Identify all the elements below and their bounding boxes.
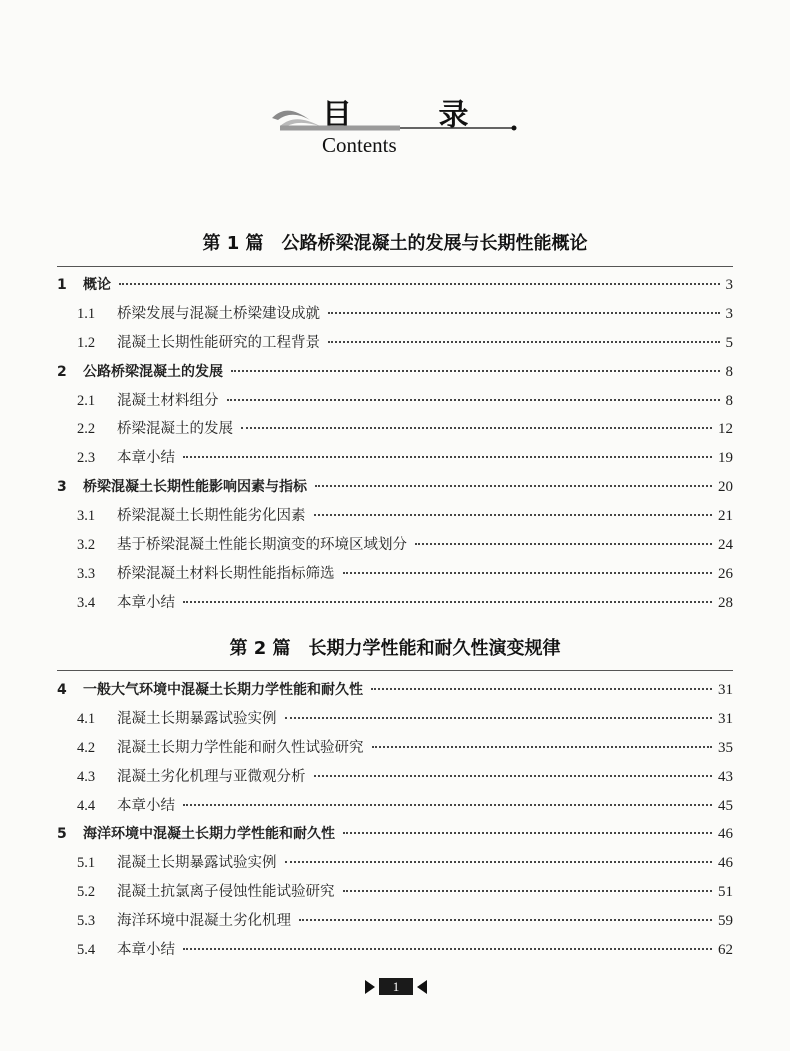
dot-leader xyxy=(372,745,713,748)
entry-page-number: 12 xyxy=(718,421,733,438)
entry-number: 3.1 xyxy=(77,508,96,525)
part-2-title: 第 2 篇 长期力学性能和耐久性演变规律 xyxy=(229,638,561,659)
part-1-title: 第 1 篇 公路桥梁混凝土的发展与长期性能概论 xyxy=(202,233,588,254)
toc-section-entry[interactable] xyxy=(57,444,733,473)
entry-number: 2.2 xyxy=(77,421,96,438)
dot-leader xyxy=(328,311,720,314)
entry-title: 海洋环境中混凝土劣化机理 xyxy=(117,913,291,930)
entry-page-number: 51 xyxy=(718,884,733,901)
dot-leader xyxy=(231,369,720,372)
entry-number: 5 xyxy=(57,826,67,843)
entry-title: 本章小结 xyxy=(117,450,175,467)
dot-leader xyxy=(328,340,720,343)
dot-leader xyxy=(371,687,712,690)
header xyxy=(0,0,790,170)
entry-number: 5.2 xyxy=(77,884,96,901)
page-footer xyxy=(0,976,790,1000)
toc-section-entry[interactable] xyxy=(57,387,733,416)
toc-section-entry[interactable] xyxy=(57,792,733,821)
entry-number: 2.3 xyxy=(77,450,96,467)
entry-number: 1 xyxy=(57,277,67,293)
dot-leader xyxy=(183,600,712,603)
toc-section-entry[interactable] xyxy=(57,329,733,358)
entry-page-number: 62 xyxy=(718,942,733,959)
dot-leader xyxy=(119,282,720,285)
entry-title: 本章小结 xyxy=(117,797,175,814)
entry-number: 2 xyxy=(57,363,67,380)
entry-page-number: 8 xyxy=(725,392,733,409)
entry-title: 混凝土长期暴露试验实例 xyxy=(117,710,277,727)
dot-leader xyxy=(299,918,712,921)
entry-page-number: 20 xyxy=(718,479,733,496)
entry-number: 3 xyxy=(57,479,67,496)
page-subtitle: Contents xyxy=(322,133,397,157)
dot-leader xyxy=(315,484,712,487)
toc-section-entry[interactable] xyxy=(57,531,733,560)
entry-number: 4.3 xyxy=(77,768,96,785)
dot-leader xyxy=(285,860,713,863)
entry-title: 桥梁混凝土长期性能劣化因素 xyxy=(117,508,306,525)
entry-page-number: 43 xyxy=(718,768,733,785)
entry-title: 混凝土长期性能研究的工程背景 xyxy=(117,334,320,351)
entry-number: 1.1 xyxy=(77,305,96,322)
toc-chapter-entry[interactable] xyxy=(57,676,733,705)
dot-leader xyxy=(227,398,720,401)
entry-title: 混凝土抗氯离子侵蚀性能试验研究 xyxy=(117,884,335,901)
entry-number: 4.4 xyxy=(77,797,96,814)
toc-chapter-entry[interactable] xyxy=(57,271,733,300)
toc-section-entry[interactable] xyxy=(57,907,733,936)
entry-page-number: 24 xyxy=(718,537,733,554)
toc-list xyxy=(57,676,733,965)
entry-page-number: 19 xyxy=(718,450,733,467)
entry-page-number: 26 xyxy=(718,565,733,582)
page-title: 目 录 xyxy=(322,98,507,133)
entry-page-number: 8 xyxy=(725,363,733,380)
toc-section-entry[interactable] xyxy=(57,878,733,907)
entry-page-number: 46 xyxy=(718,855,733,872)
toc-section-entry[interactable] xyxy=(57,849,733,878)
entry-number: 4.2 xyxy=(77,739,96,756)
divider xyxy=(57,266,733,267)
dot-leader xyxy=(343,831,712,834)
toc-section-entry[interactable] xyxy=(57,300,733,329)
dot-leader xyxy=(183,455,712,458)
toc-section-entry[interactable] xyxy=(57,560,733,589)
entry-page-number: 59 xyxy=(718,913,733,930)
toc-section-entry[interactable] xyxy=(57,705,733,734)
entry-number: 3.4 xyxy=(77,594,96,611)
entry-number: 2.1 xyxy=(77,392,96,409)
entry-title: 混凝土材料组分 xyxy=(117,392,219,409)
toc-chapter-entry[interactable] xyxy=(57,358,733,387)
entry-number: 5.4 xyxy=(77,942,96,959)
entry-page-number: 3 xyxy=(725,277,733,293)
entry-title: 桥梁混凝土的发展 xyxy=(117,421,233,438)
dot-leader xyxy=(183,947,712,950)
entry-page-number: 28 xyxy=(718,594,733,611)
entry-page-number: 46 xyxy=(718,826,733,843)
entry-number: 3.2 xyxy=(77,537,96,554)
entry-number: 4.1 xyxy=(77,710,96,727)
triangle-left-icon xyxy=(416,979,428,995)
dot-leader xyxy=(343,571,713,574)
entry-page-number: 35 xyxy=(718,739,733,756)
entry-title: 公路桥梁混凝土的发展 xyxy=(83,363,223,380)
entry-page-number: 3 xyxy=(725,305,733,322)
toc-section-entry[interactable] xyxy=(57,415,733,444)
entry-title: 本章小结 xyxy=(117,942,175,959)
toc-section-entry[interactable] xyxy=(57,502,733,531)
dot-leader xyxy=(314,513,713,516)
toc-section-entry[interactable] xyxy=(57,763,733,792)
toc-chapter-entry[interactable] xyxy=(57,473,733,502)
entry-title: 桥梁发展与混凝土桥梁建设成就 xyxy=(117,305,320,322)
entry-page-number: 5 xyxy=(725,334,733,351)
entry-title: 桥梁混凝土材料长期性能指标筛选 xyxy=(117,565,335,582)
dot-leader xyxy=(183,803,712,806)
entry-number: 5.3 xyxy=(77,913,96,930)
entry-title: 混凝土劣化机理与亚微观分析 xyxy=(117,768,306,785)
triangle-right-icon xyxy=(364,979,376,995)
entry-number: 4 xyxy=(57,682,67,698)
toc-section-entry[interactable] xyxy=(57,734,733,763)
entry-title: 一般大气环境中混凝土长期力学性能和耐久性 xyxy=(83,682,363,698)
entry-title: 本章小结 xyxy=(117,594,175,611)
entry-title: 概论 xyxy=(83,277,111,293)
entry-number: 1.2 xyxy=(77,334,96,351)
dot-leader xyxy=(314,774,713,777)
title-underline xyxy=(280,124,520,132)
dot-leader xyxy=(241,426,712,429)
toc-chapter-entry[interactable] xyxy=(57,820,733,849)
entry-title: 桥梁混凝土长期性能影响因素与指标 xyxy=(83,479,307,496)
entry-page-number: 21 xyxy=(718,508,733,525)
dot-leader xyxy=(285,716,713,719)
entry-title: 海洋环境中混凝土长期力学性能和耐久性 xyxy=(83,826,335,843)
toc-list xyxy=(57,271,733,618)
divider xyxy=(57,670,733,671)
entry-title: 混凝土长期力学性能和耐久性试验研究 xyxy=(117,739,364,756)
dot-leader xyxy=(415,542,712,545)
entry-title: 基于桥梁混凝土性能长期演变的环境区域划分 xyxy=(117,537,407,554)
entry-title: 混凝土长期暴露试验实例 xyxy=(117,855,277,872)
entry-page-number: 45 xyxy=(718,797,733,814)
toc-section-entry[interactable] xyxy=(57,936,733,965)
entry-page-number: 31 xyxy=(718,710,733,727)
toc-section-entry[interactable] xyxy=(57,589,733,618)
dot-leader xyxy=(343,889,713,892)
entry-number: 5.1 xyxy=(77,855,96,872)
entry-number: 3.3 xyxy=(77,565,96,582)
page-number: 1 xyxy=(379,978,413,995)
entry-page-number: 31 xyxy=(718,682,733,698)
